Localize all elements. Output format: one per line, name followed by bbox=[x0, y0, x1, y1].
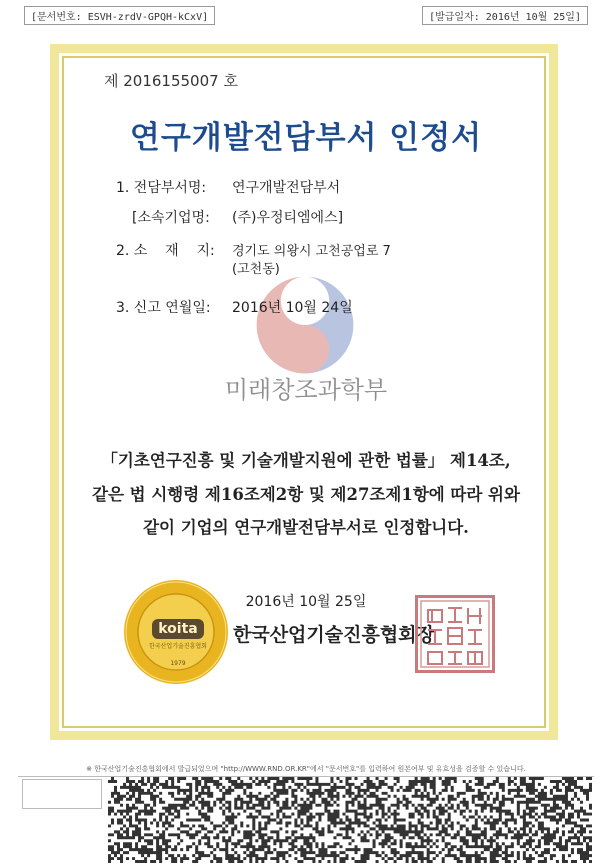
field-label-department: 1. 전담부서명: bbox=[116, 180, 207, 196]
taegeuk-emblem-watermark bbox=[250, 270, 360, 380]
issuer-name: 한국산업기술진흥협회장 bbox=[233, 624, 435, 646]
issue-date: 2016년 10월 25일 bbox=[245, 594, 367, 610]
body-line-2: 같은 법 시행령 제16조제2항 및 제27조제1항에 따라 위와 bbox=[92, 485, 520, 504]
certificate-title: 연구개발전담부서 인정서 bbox=[129, 120, 483, 156]
field-label-report-date: 3. 신고 연월일: bbox=[116, 300, 211, 316]
body-line-1: 「기초연구진흥 및 기술개발지원에 관한 법률」 제14조, bbox=[101, 451, 511, 470]
field-label-address: 2. 소 재 지: bbox=[116, 243, 215, 259]
koita-logo-text: koita bbox=[152, 619, 204, 639]
barcode-modules bbox=[108, 777, 592, 863]
verification-note: ※ 한국산업기술진흥협회에서 발급되었으며 "http://WWW.RND.OR.KR"에서 "문서번호"를 입력하여 원본여부 및 유효성을 검증할 수 있습니다. bbox=[86, 765, 526, 773]
field-label-company: [소속기업명: bbox=[132, 210, 210, 226]
field-value-department: 연구개발전담부서 bbox=[232, 180, 341, 196]
ministry-watermark: 미래창조과학부 bbox=[224, 376, 388, 404]
field-value-report-date: 2016년 10월 24일 bbox=[232, 300, 353, 316]
field-value-address-line1: 경기도 의왕시 고천공업로 7 bbox=[232, 244, 391, 259]
issue-date-header: [발급일자: 2016년 10월 25일] bbox=[422, 6, 588, 25]
footer-blank-box bbox=[22, 779, 102, 809]
document-number: [문서번호: ESVH-zrdV-GPQH-kCxV] bbox=[24, 6, 215, 25]
official-red-stamp bbox=[415, 595, 495, 673]
seal-year: 1979 bbox=[170, 660, 186, 667]
field-value-address-line2: (고천동) bbox=[232, 262, 280, 277]
seal-inner-text: 한국산업기술진흥협회 bbox=[149, 643, 207, 650]
body-line-3: 같이 기업의 연구개발전담부서로 인정합니다. bbox=[143, 518, 469, 537]
certificate-number: 제 2016155007 호 bbox=[104, 72, 238, 90]
stamp-glyph-pattern bbox=[418, 598, 492, 670]
2d-barcode bbox=[108, 777, 592, 863]
field-value-company: (주)우정티엠에스] bbox=[232, 210, 344, 226]
